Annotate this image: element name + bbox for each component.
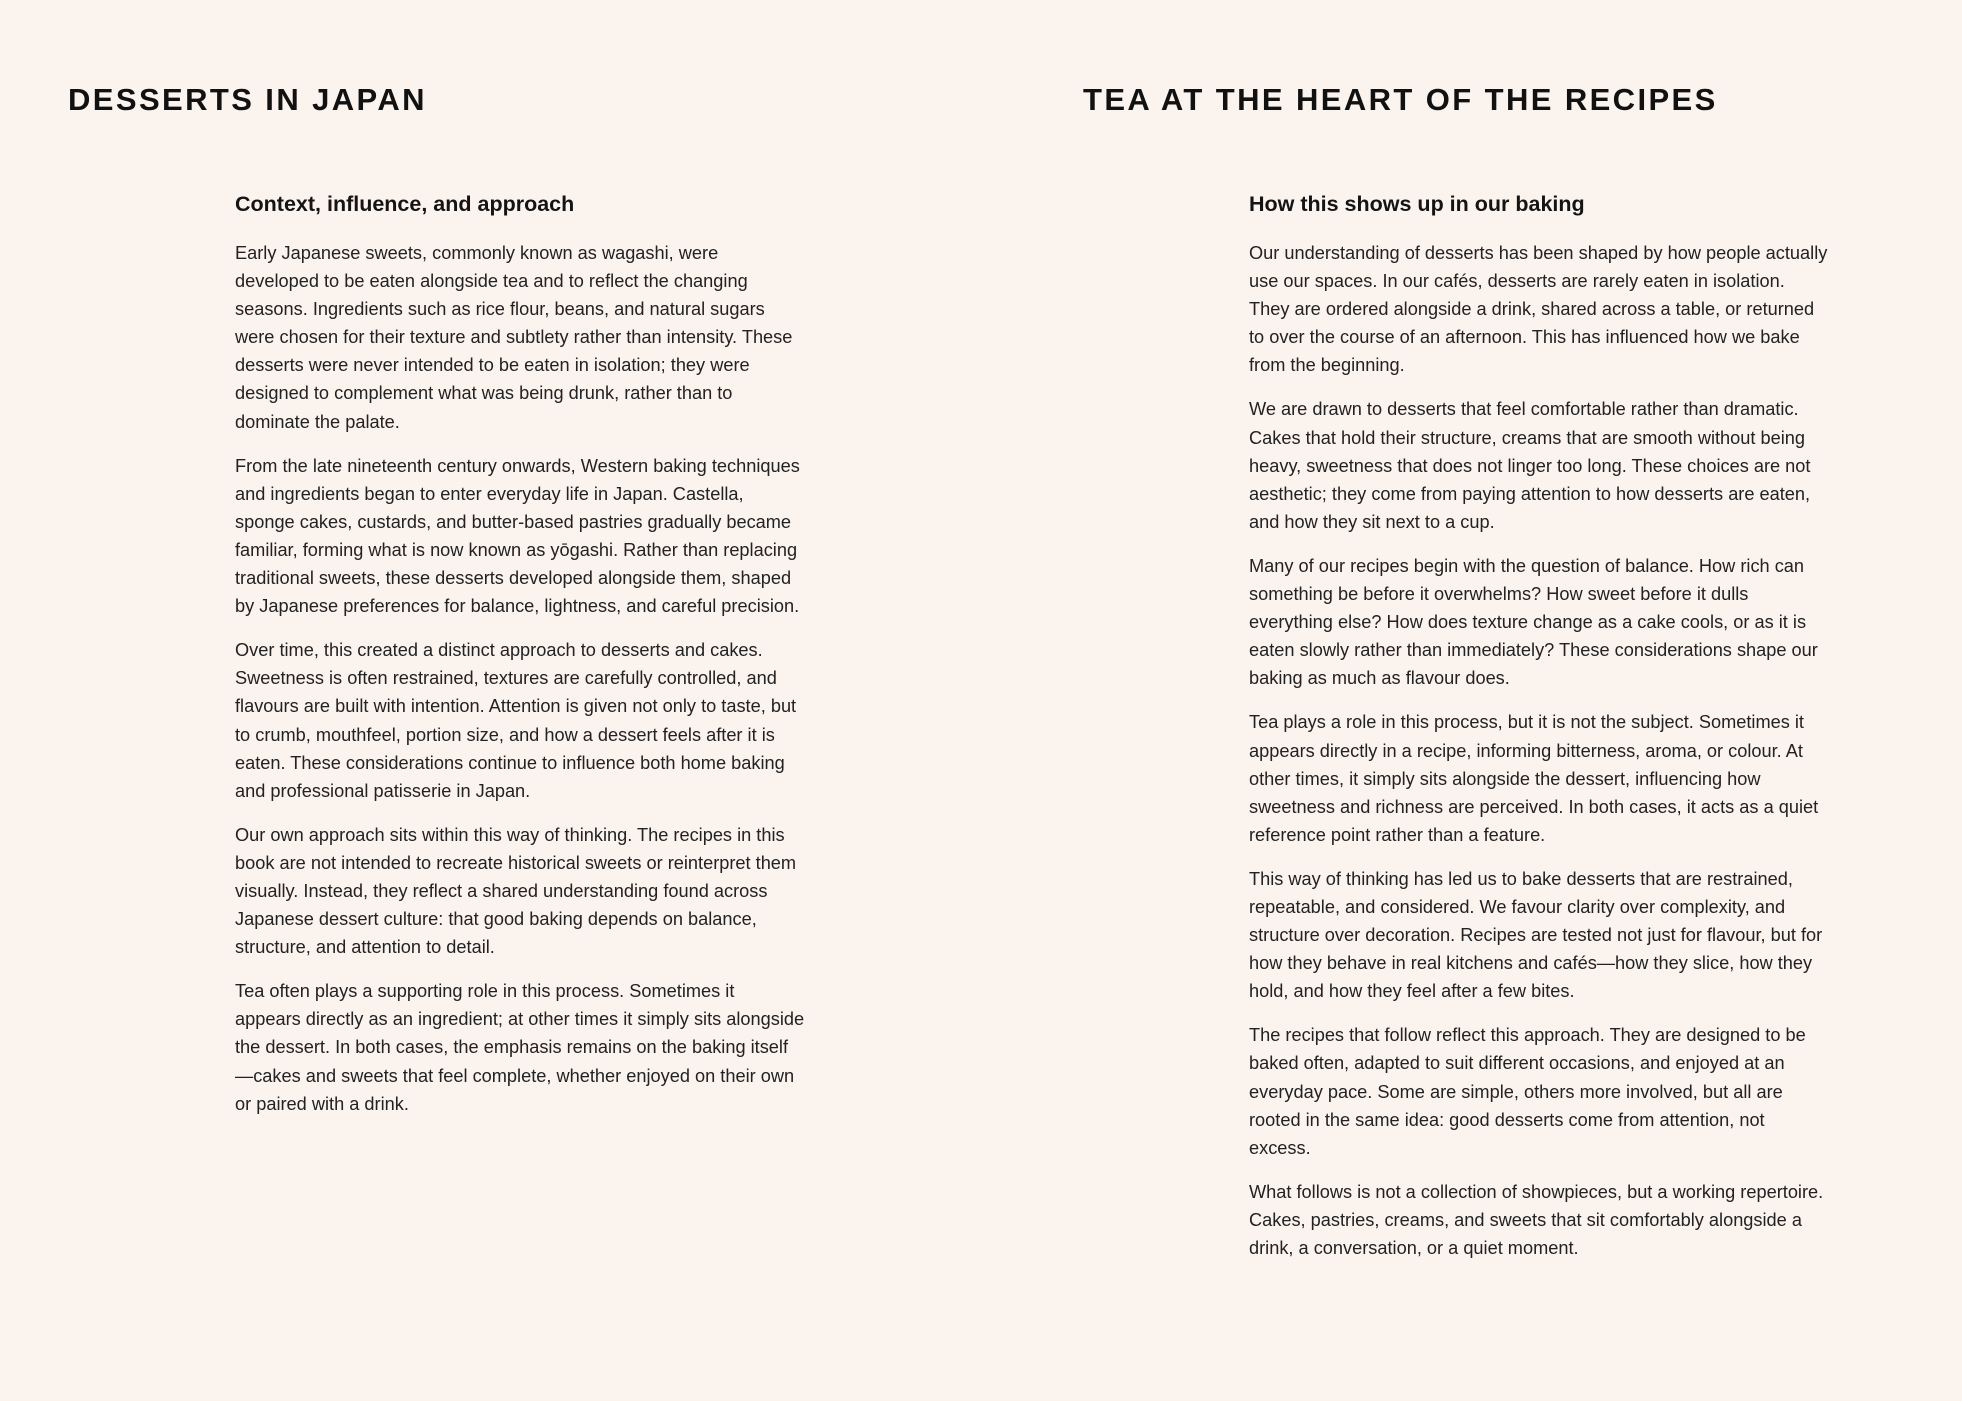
right-page-body (1249, 190, 1829, 1278)
left-paragraph-5: Tea often plays a supporting role in this process. Sometimes it appears directly as an ingredient; at other times it simply sits alongside the dessert. In both cases, the emphasis remains on the baking itself—cakes and sweets that feel complete, whether enjoyed on their own or paired with a drink. (235, 981, 805, 1114)
left-paragraph-3: Over time, this created a distinct approach to desserts and cakes. Sweetness is often restrained, textures are carefully controlled, and flavours are built with intention. Attention is given not only to taste, but to crumb, mouthfeel, portion size, and how a dessert feels after it is eaten. These considerations continue to influence both home baking and professional patisserie in Japan. (235, 640, 797, 801)
right-paragraph-6: The recipes that follow reflect this approach. They are designed to be baked often, adapted to suit different occasions, and enjoyed at an everyday pace. Some are simple, others more involved, but all are rooted in the same idea: good desserts come from attention, not excess. (1249, 1025, 1806, 1158)
right-paragraph-3: Many of our recipes begin with the question of balance. How rich can something be before it overwhelms? How sweet before it dulls everything else? How does texture change as a cake cools, or as it is eaten slowly rather than immediately? These considerations shape our baking as much as flavour does. (1249, 555, 1818, 689)
right-paragraph-1: Our understanding of desserts has been shaped by how people actually use our spaces. In our cafés, desserts are rarely eaten in isolation. They are ordered alongside a drink, shared across a table, or returned to over the course of an afternoon. This has influenced how we bake from the beginning. (1249, 243, 1828, 376)
right-paragraph-7: What follows is not a collection of showpieces, but a working repertoire. Cakes, pastries, creams, and sweets that sit comfortably alongside a drink, a conversation, or a quiet moment. (1249, 1181, 1824, 1258)
right-paragraph-2: We are drawn to desserts that feel comfortable rather than dramatic. Cakes that hold their structure, creams that are smooth without being heavy, sweetness that does not linger too long. These choices are not aesthetic; they come from paying attention to how desserts are eaten, and how they sit next to a cup. (1249, 399, 1811, 532)
left-page-body (235, 190, 805, 1134)
right-page-title: TEA AT THE HEART OF THE RECIPES (1083, 82, 1718, 117)
left-paragraph-1: Early Japanese sweets, commonly known as wagashi, were developed to be eaten alongside tea and to reflect the changing seasons. Ingredients such as rice flour, beans, and natural sugars were chosen for their texture and subtlety rather than intensity. These desserts were never intended to be eaten in isolation; they were designed to complement what was being drunk, rather than to dominate the palate. (235, 243, 793, 432)
left-paragraph-2: From the late nineteenth century onwards, Western baking techniques and ingredients began to enter everyday life in Japan. Castella, sponge cakes, custards, and butter-based pastries gradually became familiar, forming what is now known as yōgashi. Rather than replacing traditional sweets, these desserts developed alongside them, shaped by Japanese preferences for balance, lightness, and careful precision. (235, 455, 800, 617)
left-page-title: DESSERTS IN JAPAN (68, 82, 427, 117)
left-paragraph-4: Our own approach sits within this way of thinking. The recipes in this book are not intended to recreate historical sweets or reinterpret them visually. Instead, they reflect a shared understanding found across Japanese dessert culture: that good baking depends on balance, structure, and attention to detail. (235, 824, 797, 958)
right-paragraph-5: This way of thinking has led us to bake desserts that are restrained, repeatable, and considered. We favour clarity over complexity, and structure over decoration. Recipes are tested not just for flavour, but for how they behave in real kitchens and cafés—how they slice, how they hold, and how they feel after a few bites. (1249, 868, 1823, 1002)
right-page (981, 0, 1962, 1401)
right-paragraph-4: Tea plays a role in this process, but it is not the subject. Sometimes it appears directly in a recipe, informing bitterness, aroma, or colour. At other times, it simply sits alongside the dessert, influencing how sweetness and richness are perceived. In both cases, it acts as a quiet reference point rather than a feature. (1249, 712, 1819, 845)
left-page-subheading: Context, influence, and approach (235, 192, 575, 216)
right-page-subheading: How this shows up in our baking (1249, 192, 1585, 216)
